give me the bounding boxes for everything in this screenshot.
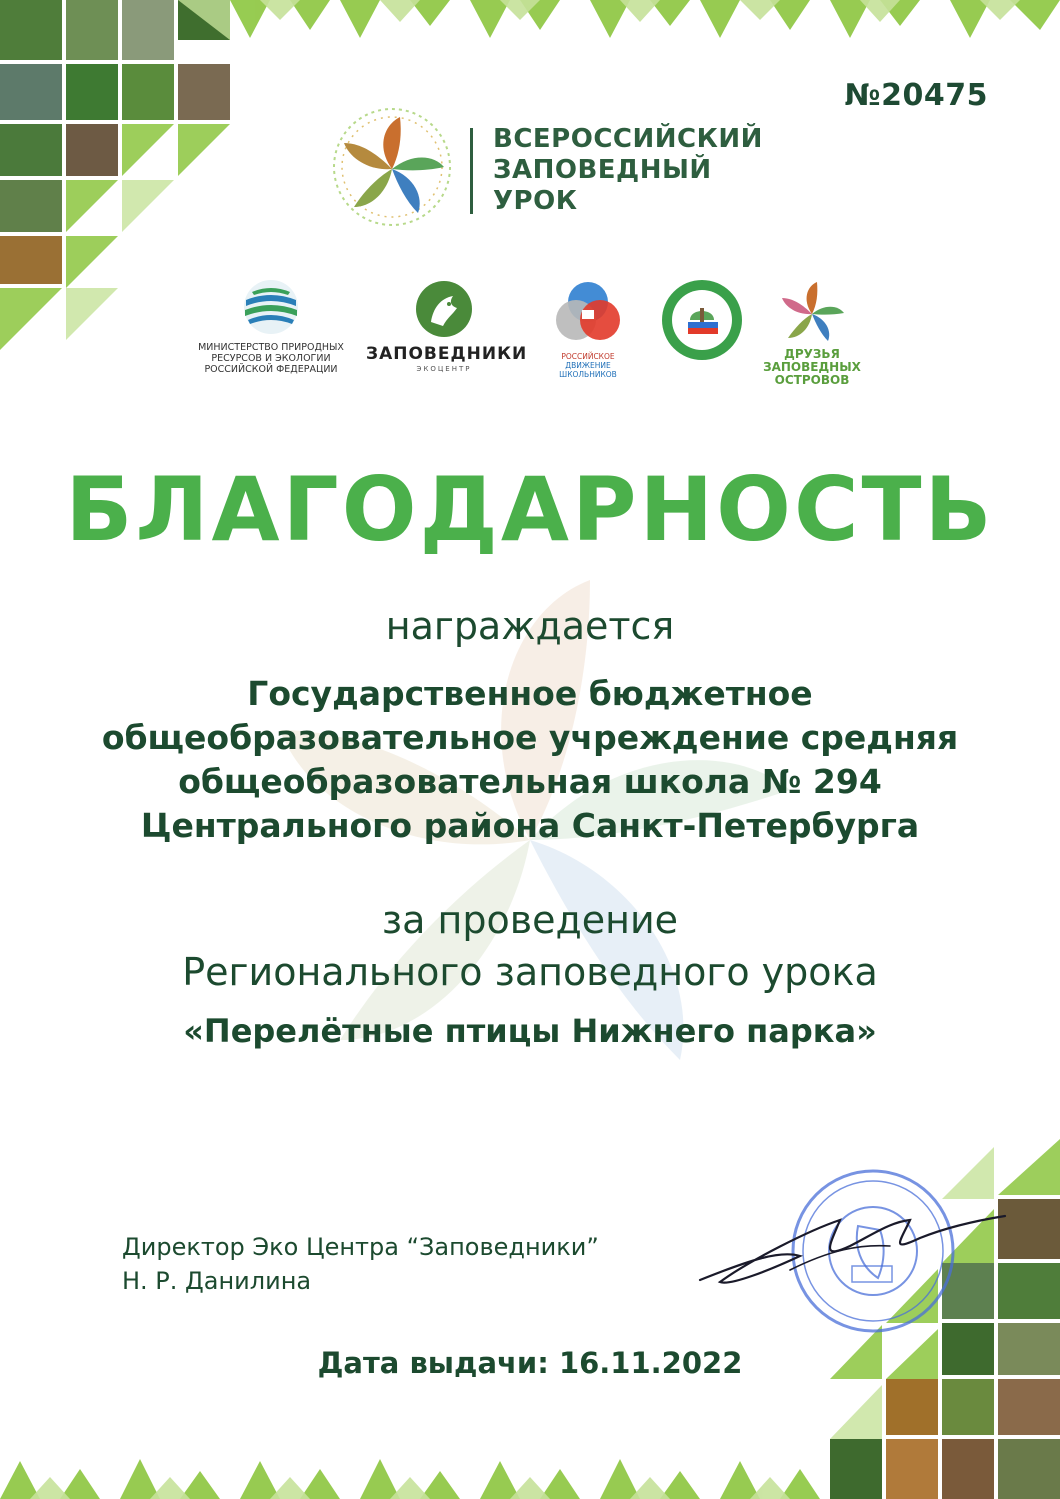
friends-flower-icon [778,278,846,346]
reason-text: за проведение [381,898,679,942]
certificate-number: №20475 [844,78,988,113]
organization-line: Центрального района Санкт-Петербурга [140,806,920,845]
fox-logo-icon [413,278,475,340]
partner-rds [540,278,636,379]
director-block [122,1230,599,1298]
issue-date: Дата выдачи: 16.11.2022 [317,1346,743,1380]
ministry-label-line: РОССИЙСКОЙ ФЕДЕРАЦИИ [204,364,338,375]
program-title-line: УРОК [493,186,578,216]
partner-ministry [190,278,352,375]
awarded-text: награждается [385,604,675,648]
zapovedniki-label: ЗАПОВЕДНИКИ [366,344,528,364]
friends-label-line: ОСТРОВОВ [774,373,850,387]
signature-icon [690,1190,1010,1310]
program-title [493,124,763,217]
rds-label-line1: РОССИЙСКОЕ [561,352,615,361]
event-name: Регионального заповедного урока [182,950,878,994]
ministry-label [190,342,352,375]
ministry-globe-icon [242,278,300,336]
friends-label-line: ЗАПОВЕДНЫХ [763,360,861,374]
partner-friends-islands [760,278,864,387]
rds-label-line2: ДВИЖЕНИЕ ШКОЛЬНИКОВ [559,361,617,379]
partner-zapovedniki [366,278,528,373]
zapovedniki-sublabel: ЭКОЦЕНТР [416,365,472,373]
flower-logo-icon [330,105,454,229]
ministry-label-line: МИНИСТЕРСТВО ПРИРОДНЫХ [198,342,344,353]
eco-bio-center-icon [660,278,744,362]
director-title: Директор Эко Центра “Заповедники” [122,1233,599,1261]
ministry-label-line: РЕСУРСОВ И ЭКОЛОГИИ [211,353,331,364]
certificate-title: БЛАГОДАРНОСТЬ [65,458,995,561]
friends-label [760,348,864,387]
rds-circles-icon [552,278,624,350]
lesson-name: «Перелётные птицы Нижнего парка» [183,1012,877,1050]
organization-line: Государственное бюджетное [247,674,813,713]
program-title-line: ЗАПОВЕДНЫЙ [493,155,712,185]
director-name: Н. Р. Данилина [122,1267,312,1295]
organization-line: общеобразовательное учреждение средняя [101,718,959,757]
partner-eco-bio-center [656,278,748,362]
program-title-line: ВСЕРОССИЙСКИЙ [493,124,763,154]
organization-line: общеобразовательная школа № 294 [178,762,882,801]
friends-label-line: ДРУЗЬЯ [784,347,840,361]
logo-divider [470,128,473,214]
organization-name [0,672,1060,848]
